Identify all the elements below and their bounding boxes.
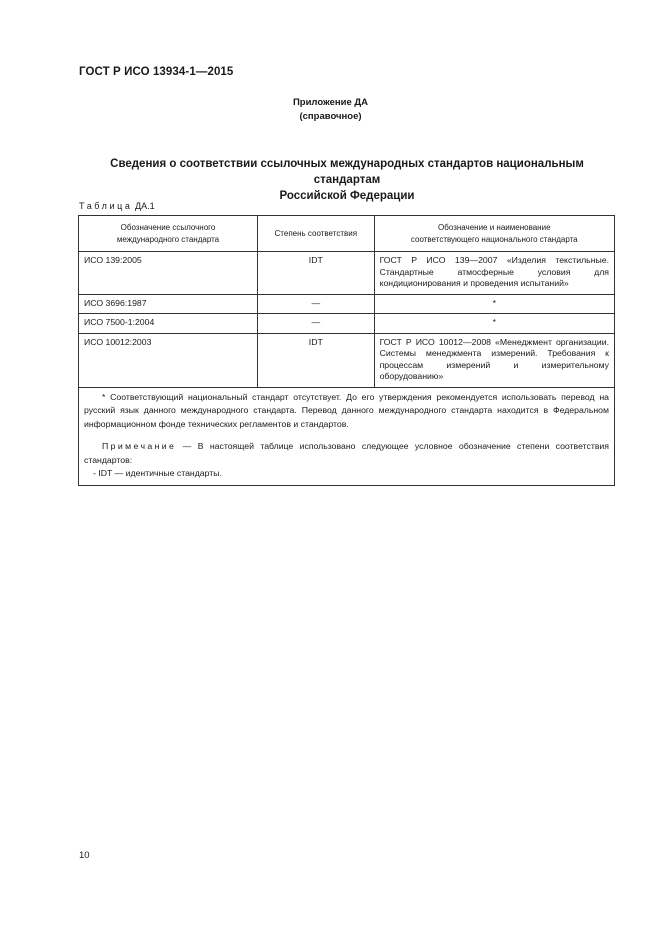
table-row bbox=[79, 314, 615, 334]
table-row bbox=[79, 294, 615, 314]
cell-standard: ИСО 3696:1987 bbox=[79, 294, 258, 314]
section-title-line1: Сведения о соответствии ссылочных международных стандартов национальным стандартам bbox=[110, 158, 584, 186]
cell-national: * bbox=[374, 314, 614, 334]
table-caption-label: Таблица bbox=[79, 201, 133, 211]
appendix-subtitle: (справочное) bbox=[299, 111, 362, 122]
table-note bbox=[84, 440, 609, 467]
page-number: 10 bbox=[79, 850, 90, 861]
table-row bbox=[79, 252, 615, 295]
cell-degree: IDT bbox=[258, 252, 375, 295]
note-item: - IDT — идентичные стандарты. bbox=[93, 468, 222, 478]
table-header-row bbox=[79, 216, 615, 252]
header-referenced-standard bbox=[79, 216, 258, 252]
footnote-text: * Соответствующий национальный стандарт отсутствует. До его утверждения рекомендуется использовать перевод на русский язык данного международного стандарта. Перевод данного международного стандарта находится в Федеральном информационном фонде технических регламентов и стандартов. bbox=[84, 391, 609, 429]
header-national-standard bbox=[374, 216, 614, 252]
header-col1-line1: Обозначение ссылочного bbox=[120, 222, 216, 232]
cell-standard: ИСО 10012:2003 bbox=[79, 333, 258, 387]
cell-degree: IDT bbox=[258, 333, 375, 387]
header-col3-line1: Обозначение и наименование bbox=[438, 222, 551, 232]
section-title bbox=[79, 156, 615, 204]
note-label: Примечание bbox=[102, 441, 177, 451]
header-degree-of-correspondence: Степень соответствия bbox=[258, 216, 375, 252]
cell-standard: ИСО 139:2005 bbox=[79, 252, 258, 295]
appendix-heading bbox=[0, 96, 661, 124]
section-title-line2: Российской Федерации bbox=[279, 190, 415, 202]
cell-national: * bbox=[374, 294, 614, 314]
cell-degree: — bbox=[258, 294, 375, 314]
appendix-title: Приложение ДА bbox=[292, 97, 369, 108]
cell-degree: — bbox=[258, 314, 375, 334]
table-caption-number: ДА.1 bbox=[135, 201, 155, 211]
table-footnote-row bbox=[79, 387, 615, 485]
header-col3-line2: соответствующего национального стандарта bbox=[410, 234, 578, 244]
cell-national: ГОСТ Р ИСО 139—2007 «Изделия текстильные. Стандартные атмосферные условия для кондиционирования и проведения испытаний» bbox=[374, 252, 614, 295]
footnote-cell bbox=[79, 387, 615, 485]
note-text: — В настоящей таблице использовано следующее условное обозначение степени соответствия стандартов: bbox=[84, 441, 609, 465]
cell-national: ГОСТ Р ИСО 10012—2008 «Менеджмент организации. Системы менеджмента измерений. Требования к процессам измерений и измерительному оборудованию» bbox=[374, 333, 614, 387]
cell-standard: ИСО 7500-1:2004 bbox=[79, 314, 258, 334]
table-caption bbox=[79, 201, 155, 211]
header-col1-line2: международного стандарта bbox=[116, 234, 220, 244]
document-code-header: ГОСТ Р ИСО 13934-1—2015 bbox=[79, 66, 234, 78]
table-row bbox=[79, 333, 615, 387]
correspondence-table bbox=[78, 215, 615, 486]
